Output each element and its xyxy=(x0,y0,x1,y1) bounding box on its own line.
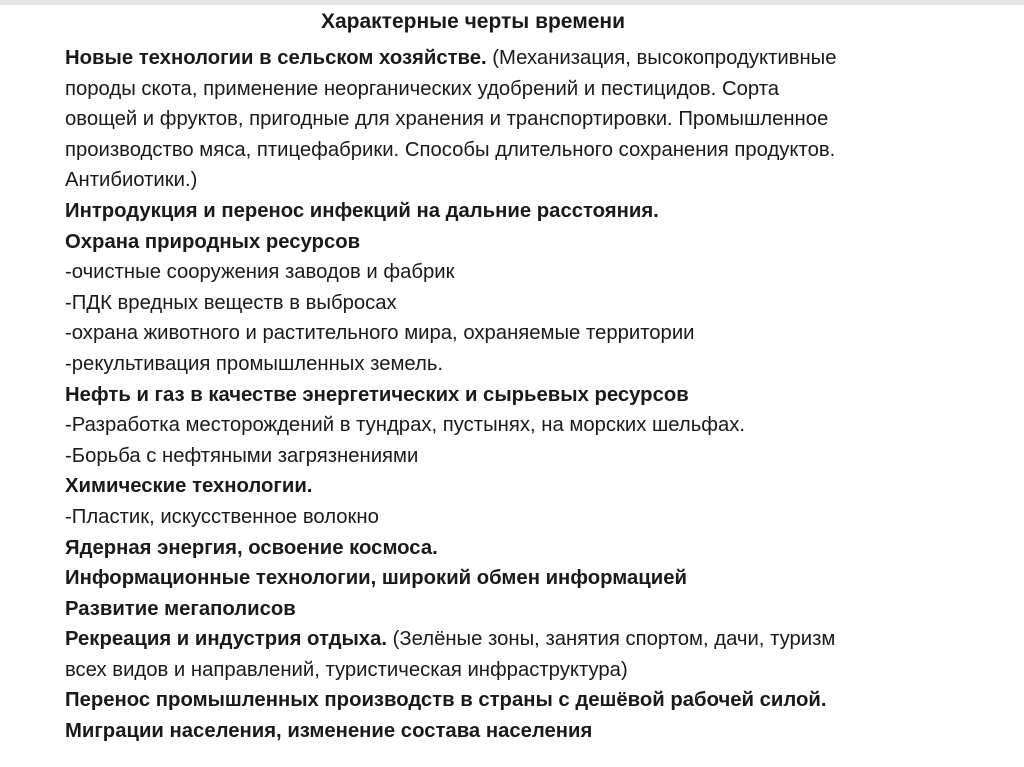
line-text: -рекультивация промышленных земель. xyxy=(65,352,444,375)
line-bold: Интродукция и перенос инфекций на дальние расстояния. xyxy=(65,199,659,222)
line-bold: Охрана природных ресурсов xyxy=(65,230,361,253)
line-text: породы скота, применение неорганических удобрений и пестицидов. Сорта xyxy=(65,77,780,100)
line-text: (Механизация, высокопродуктивные xyxy=(486,47,837,69)
body-line xyxy=(65,655,965,686)
body-line xyxy=(65,685,965,716)
line-text: овощей и фруктов, пригодные для хранения и транспортировки. Промышленное xyxy=(65,108,829,131)
line-text: -очистные сооружения заводов и фабрик xyxy=(65,261,455,284)
body-line xyxy=(65,441,965,472)
body-line xyxy=(65,288,965,319)
line-bold: Новые технологии в сельском хозяйстве. xyxy=(65,47,487,69)
slide-body xyxy=(65,43,965,747)
body-line xyxy=(65,471,965,502)
line-bold: Ядерная энергия, освоение космоса. xyxy=(65,536,438,559)
body-line xyxy=(65,74,965,105)
top-divider xyxy=(0,0,1024,5)
body-line xyxy=(65,624,965,655)
body-line xyxy=(65,196,965,227)
body-line xyxy=(65,135,965,166)
body-line xyxy=(65,257,965,288)
line-text: -ПДК вредных веществ в выбросах xyxy=(65,291,397,314)
body-line xyxy=(65,165,965,196)
slide-title: Характерные черты времени xyxy=(320,10,626,33)
body-line xyxy=(65,43,965,74)
body-line xyxy=(65,563,965,594)
line-bold: Информационные технологии, широкий обмен информацией xyxy=(65,567,687,590)
line-bold: Развитие мегаполисов xyxy=(65,597,296,620)
line-bold: Нефть и газ в качестве энергетических и сырьевых ресурсов xyxy=(65,383,689,406)
body-line xyxy=(65,594,965,625)
line-bold: Рекреация и индустрия отдыха. xyxy=(65,628,387,651)
body-line xyxy=(65,349,965,380)
line-text: всех видов и направлений, туристическая инфраструктура) xyxy=(65,658,628,681)
line-bold: Миграции населения, изменение состава населения xyxy=(65,720,593,743)
line-text: производство мяса, птицефабрики. Способы длительного сохранения продуктов. xyxy=(65,138,836,161)
line-text: -Пластик, искусственное волокно xyxy=(65,505,379,528)
body-line xyxy=(65,410,965,441)
line-text: (Зелёные зоны, занятия спортом, дачи, туризм xyxy=(387,628,836,651)
line-bold: Химические технологии. xyxy=(65,475,313,498)
body-line xyxy=(65,380,965,411)
body-line xyxy=(65,104,965,135)
line-text: Антибиотики.) xyxy=(65,169,198,192)
line-text: -Борьба с нефтяными загрязнениями xyxy=(65,444,419,467)
line-bold: Перенос промышленных производств в страны с дешёвой рабочей силой. xyxy=(65,689,827,712)
line-text: -охрана животного и растительного мира, охраняемые территории xyxy=(65,322,695,345)
line-text: -Разработка месторождений в тундрах, пустынях, на морских шельфах. xyxy=(65,414,746,437)
body-line xyxy=(65,227,965,258)
body-line xyxy=(65,533,965,564)
body-line xyxy=(65,502,965,533)
body-line xyxy=(65,318,965,349)
body-line xyxy=(65,716,965,747)
